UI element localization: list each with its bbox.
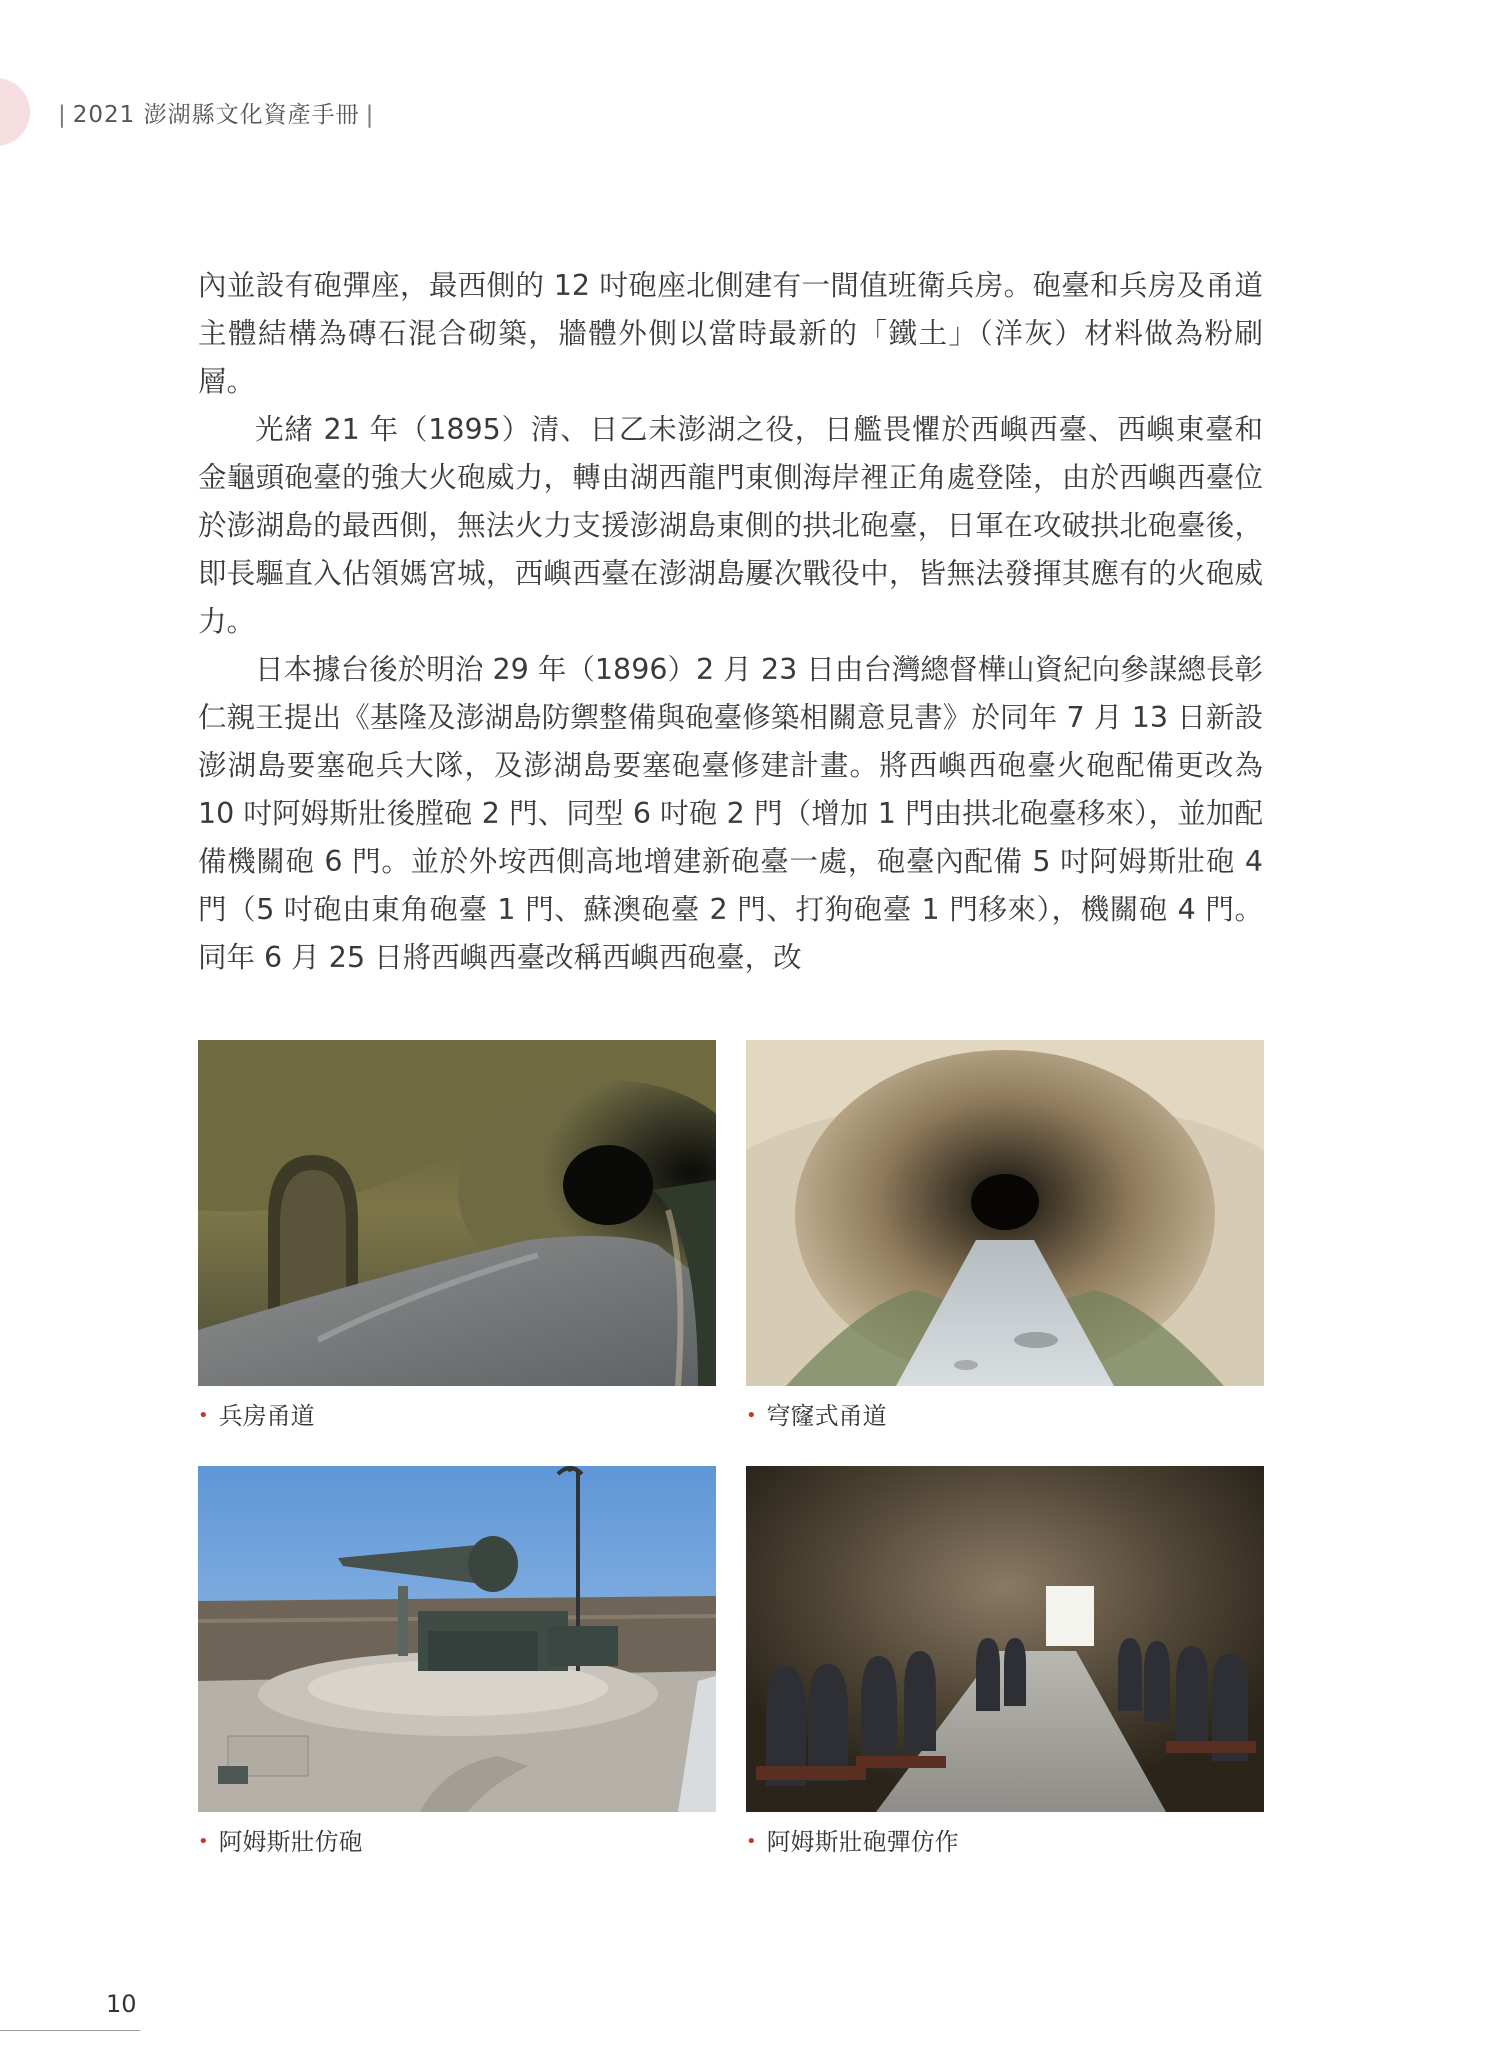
running-header xyxy=(52,96,380,129)
photo-armstrong-shells xyxy=(746,1466,1264,1812)
paragraph-1: 內並設有砲彈座，最西側的 12 吋砲座北側建有一間值班衛兵房。砲臺和兵房及甬道主體結構為磚石混合砌築，牆體外側以當時最新的「鐵土」（洋灰）材料做為粉刷層。 xyxy=(198,269,1263,398)
caption-armstrong-gun xyxy=(198,1822,363,1857)
caption-vaulted-corridor xyxy=(746,1396,887,1431)
paragraph-2: 光緒 21 年（1895）清、日乙未澎湖之役，日艦畏懼於西嶼西臺、西嶼東臺和金龜頭砲臺的強大火砲威力，轉由湖西龍門東側海岸裡正角處登陸，由於西嶼西臺位於澎湖島的最西側，無法火力支援澎湖島東側的拱北砲臺，日軍在攻破拱北砲臺後，即長驅直入佔領媽宮城，西嶼西臺在澎湖島屢次戰役中，皆無法發揮其應有的火砲威力。 xyxy=(198,413,1263,638)
page-number: 10 xyxy=(106,1990,137,2018)
header-bar-right: | xyxy=(365,102,375,128)
corner-decoration xyxy=(0,78,30,146)
caption-barracks-corridor xyxy=(198,1396,315,1431)
photo-barracks-corridor xyxy=(198,1040,716,1386)
photo-armstrong-gun xyxy=(198,1466,716,1812)
caption-bullet: • xyxy=(746,1405,757,1426)
caption-bullet: • xyxy=(198,1831,209,1852)
article-body xyxy=(198,262,1263,982)
photo-vaulted-corridor xyxy=(746,1040,1264,1386)
caption-text: 阿姆斯壯仿砲 xyxy=(218,1828,363,1856)
page-number-rule xyxy=(0,2030,140,2031)
paragraph-3: 日本據台後於明治 29 年（1896）2 月 23 日由台灣總督樺山資紀向參謀總長彰仁親王提出《基隆及澎湖島防禦整備與砲臺修築相關意見書》於同年 7 月 13 日新設澎湖島要塞砲兵大隊，及澎湖島要塞砲臺修建計畫。將西嶼西砲臺火砲配備更改為 10 吋阿姆斯壯後膛砲 2 門、同型 6 吋砲 2 門（增加 1 門由拱北砲臺移來），並加配備機關砲 6 門。並於外垵西側高地增建新砲臺一處，砲臺內配備 5 吋阿姆斯壯砲 4 門（5 吋砲由東角砲臺 1 門、蘇澳砲臺 2 門、打狗砲臺 1 門移來），機關砲 4 門。同年 6 月 25 日將西嶼西臺改稱西嶼西砲臺，改 xyxy=(198,653,1263,974)
caption-armstrong-shells xyxy=(746,1822,959,1857)
caption-text: 兵房甬道 xyxy=(218,1402,315,1430)
caption-bullet: • xyxy=(746,1831,757,1852)
header-bar-left: | xyxy=(58,102,67,128)
caption-text: 阿姆斯壯砲彈仿作 xyxy=(766,1828,959,1856)
caption-text: 穹窿式甬道 xyxy=(766,1402,887,1430)
caption-bullet: • xyxy=(198,1405,209,1426)
header-title: 2021 澎湖縣文化資產手冊 xyxy=(72,102,360,128)
